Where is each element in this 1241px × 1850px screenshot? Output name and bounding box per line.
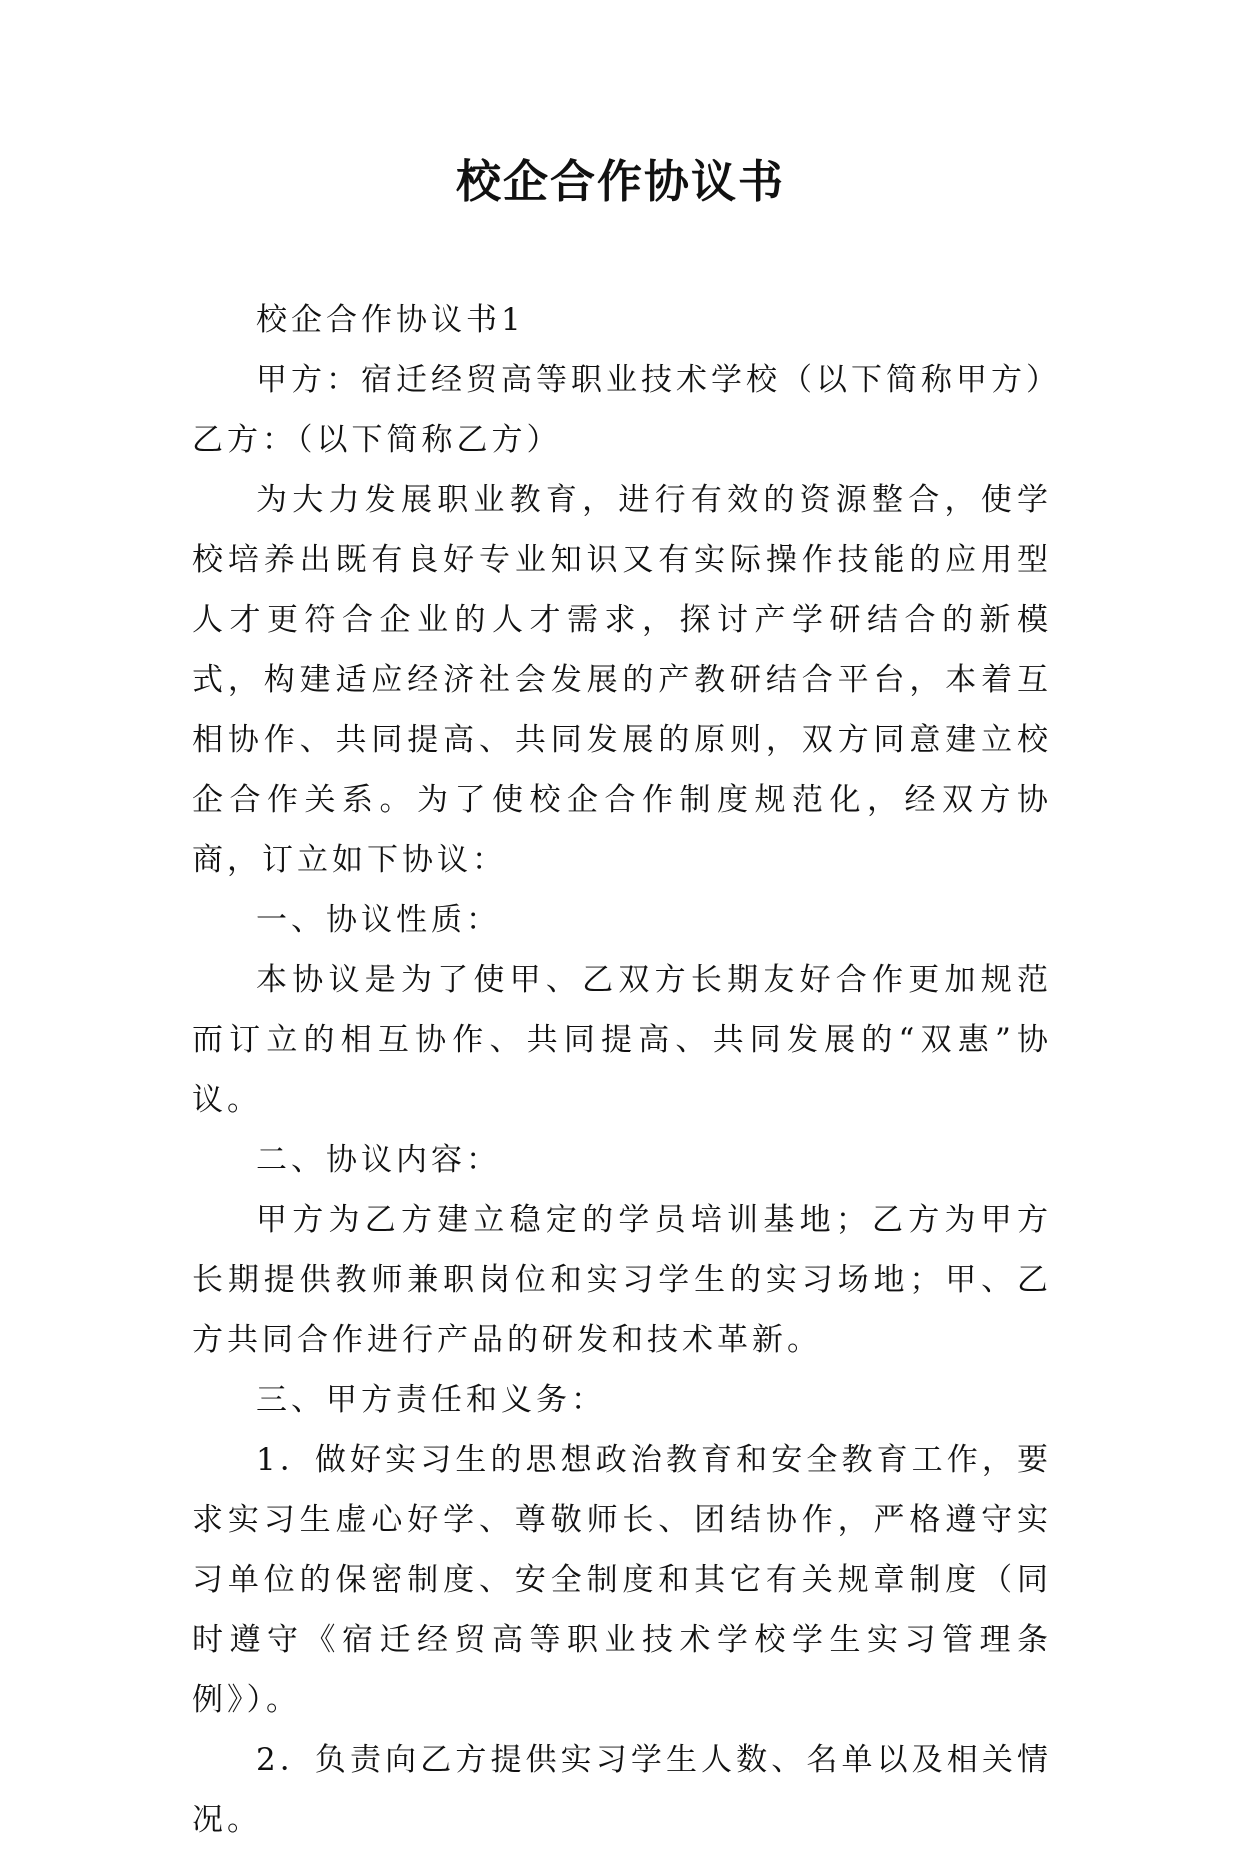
nature-paragraph: 本协议是为了使甲、乙双方长期友好合作更加规范而订立的相互协作、共同提高、共同发展的“双惠”协议。 [192, 962, 1052, 1118]
party-b-line: 乙方：（以下简称乙方） [192, 422, 562, 458]
section-heading-party-a-duties: 三、甲方责任和义务： [256, 1382, 606, 1418]
agreement-heading: 校企合作协议书1 [256, 302, 525, 338]
document-body [192, 290, 1061, 1850]
content-paragraph: 甲方为乙方建立稳定的学员培训基地；乙方为甲方长期提供教师兼职岗位和实习学生的实习场地；甲、乙方共同合作进行产品的研发和技术革新。 [192, 1202, 1052, 1358]
section-heading-nature: 一、协议性质： [256, 902, 501, 938]
document-title: 校企合作协议书 [455, 155, 785, 208]
section-heading-content: 二、协议内容： [256, 1142, 501, 1178]
preamble-paragraph: 为大力发展职业教育，进行有效的资源整合，使学校培养出既有良好专业知识又有实际操作技能的应用型人才更符合企业的人才需求，探讨产学研结合的新模式，构建适应经济社会发展的产教研结合平台，本着互相协作、共同提高、共同发展的原则，双方同意建立校企合作关系。为了使校企合作制度规范化，经双方协商，订立如下协议： [192, 482, 1052, 878]
duty-item-1: 1．做好实习生的思想政治教育和安全教育工作，要求实习生虚心好学、尊敬师长、团结协作，严格遵守实习单位的保密制度、安全制度和其它有关规章制度（同时遵守《宿迁经贸高等职业技术学校学生实习管理条例》）。 [192, 1442, 1052, 1718]
party-a-line: 甲方：宿迁经贸高等职业技术学校（以下简称甲方） [256, 362, 1061, 398]
duty-item-2: 2．负责向乙方提供实习学生人数、名单以及相关情况。 [192, 1742, 1052, 1838]
